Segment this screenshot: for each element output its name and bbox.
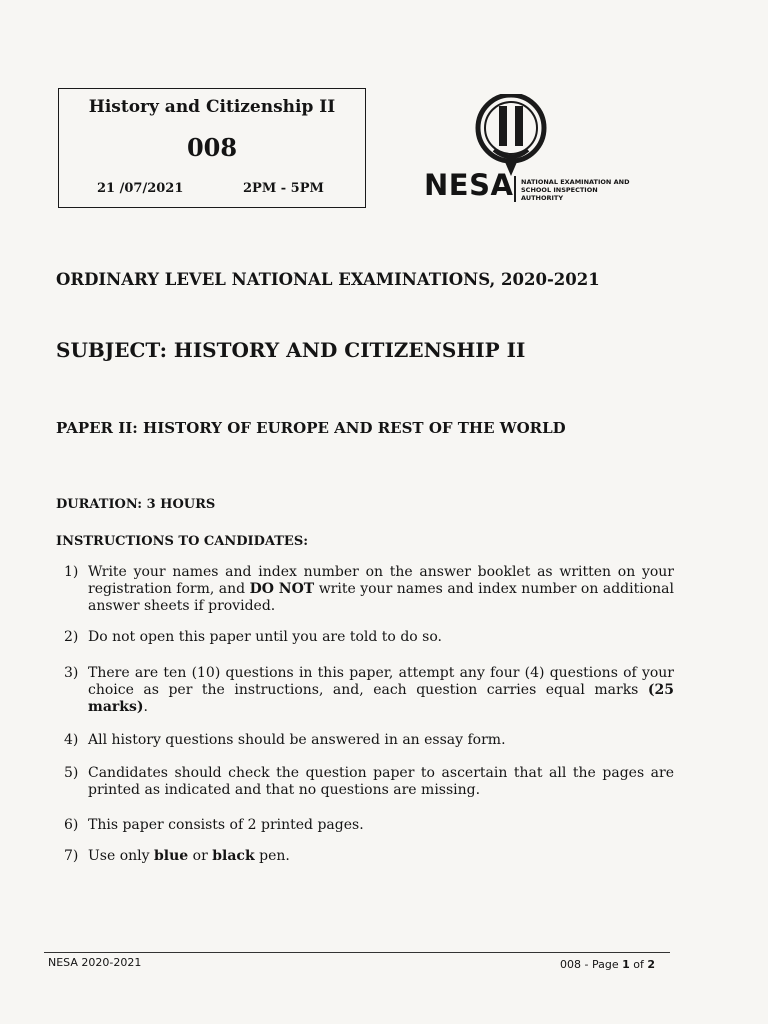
logo-separator	[514, 176, 516, 202]
footer-total-pages: 2	[647, 958, 656, 971]
instruction-number: 3)	[64, 665, 79, 681]
nesa-wordmark: NESA	[424, 168, 514, 202]
paper-subject-title: History and Citizenship II	[88, 97, 336, 117]
instruction-text-part: Write your names and index number on the answer booklet as written on your registration form, and	[88, 564, 674, 597]
instruction-item	[60, 629, 674, 646]
instruction-text-part: Use only	[88, 848, 155, 864]
instruction-emphasis: black	[212, 848, 255, 864]
nesa-full-name	[521, 178, 651, 202]
exam-date: 21 /07/2021	[97, 181, 184, 196]
instruction-text	[88, 732, 674, 749]
instruction-number: 6)	[64, 817, 79, 833]
footer-left-text: NESA 2020-2021	[48, 956, 142, 969]
instruction-item	[60, 848, 674, 865]
instruction-number: 7)	[64, 848, 79, 864]
logo-subtitle-line: SCHOOL INSPECTION	[521, 186, 598, 194]
instruction-text	[88, 817, 674, 834]
footer-of-word: of	[633, 958, 644, 971]
instruction-item	[60, 564, 674, 615]
logo-subtitle-line: AUTHORITY	[521, 194, 564, 202]
instruction-emphasis: blue	[154, 848, 189, 864]
instruction-number: 2)	[64, 629, 79, 645]
exam-title: ORDINARY LEVEL NATIONAL EXAMINATIONS, 2020-2021	[56, 270, 600, 289]
exam-time: 2PM - 5PM	[243, 181, 324, 196]
instruction-text	[88, 665, 674, 716]
instruction-text-part: Candidates should check the question paper to ascertain that all the pages are printed as indicated and that no questions are missing.	[88, 765, 674, 798]
footer-paper-code: 008 -	[560, 958, 592, 971]
nesa-emblem-icon	[474, 94, 548, 178]
footer-page-word: Page	[591, 958, 619, 971]
instruction-emphasis: DO NOT	[249, 581, 315, 597]
paper-info-box	[58, 88, 366, 208]
instruction-emphasis: (25 marks)	[88, 682, 674, 715]
instruction-text-part: .	[143, 699, 148, 715]
instruction-text-part: There are ten (10) questions in this paper, attempt any four (4) questions of your choice as per the instructions, and, each question carries equal marks	[88, 665, 674, 698]
footer-divider	[44, 952, 670, 953]
instructions-heading: INSTRUCTIONS TO CANDIDATES:	[56, 534, 309, 549]
instruction-number: 4)	[64, 732, 79, 748]
footer-current-page: 1	[622, 958, 630, 971]
instruction-item	[60, 817, 674, 834]
instruction-text	[88, 848, 674, 865]
instruction-text	[88, 564, 674, 615]
paper-code: 008	[186, 133, 238, 162]
instruction-item	[60, 765, 674, 799]
footer-page-number	[560, 958, 655, 971]
instruction-text	[88, 765, 674, 799]
subject-heading: SUBJECT: HISTORY AND CITIZENSHIP II	[56, 338, 526, 362]
instruction-text-part: or	[188, 848, 213, 864]
instruction-item	[60, 732, 674, 749]
instruction-text-part: Do not open this paper until you are told to do so.	[88, 629, 442, 645]
instruction-text-part: This paper consists of 2 printed pages.	[88, 817, 364, 833]
instruction-number: 1)	[64, 564, 79, 580]
logo-subtitle-line: NATIONAL EXAMINATION AND	[521, 178, 630, 186]
instruction-text-part: write your names and index number on additional answer sheets if provided.	[88, 581, 674, 614]
instruction-text-part: pen.	[254, 848, 290, 864]
paper-heading: PAPER II: HISTORY OF EUROPE AND REST OF THE WORLD	[56, 419, 566, 437]
instruction-item	[60, 665, 674, 716]
duration-label: DURATION: 3 HOURS	[56, 497, 216, 512]
instruction-text-part: All history questions should be answered in an essay form.	[88, 732, 506, 748]
instruction-text	[88, 629, 674, 646]
instruction-number: 5)	[64, 765, 79, 781]
